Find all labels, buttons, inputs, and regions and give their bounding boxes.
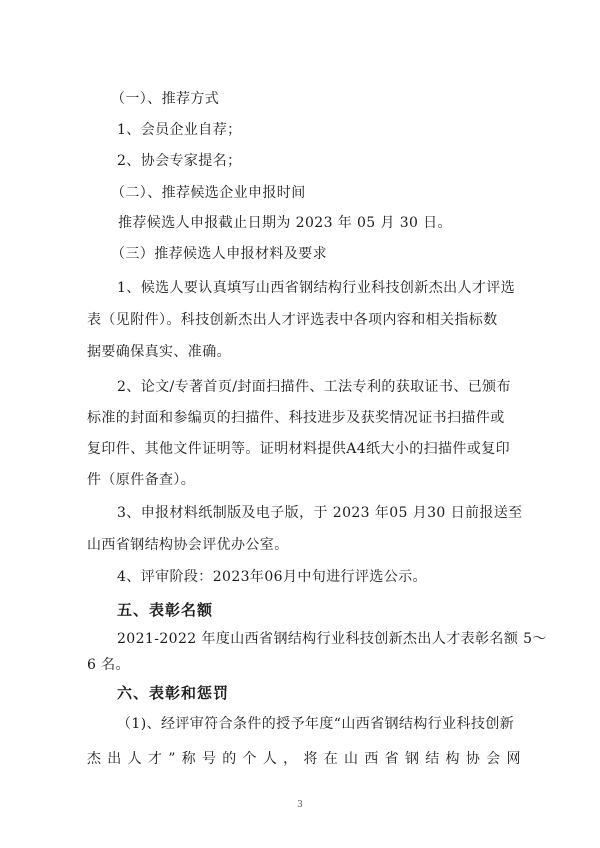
list-item-self-recommend: 1、会员企业自荐； (117, 122, 242, 138)
heading-awards-penalties: 六、表彰和惩罚 (117, 684, 230, 702)
paragraph-line: （1)、经评审符合条件的授予年度“山西省钢结构行业科技创新 (117, 716, 515, 732)
paragraph-line: 2、论文/专著首页/封面扫描件、工法专利的获取证书、已颁布 (117, 379, 511, 395)
section-materials: （三）推荐候选人申报材料及要求 (111, 246, 327, 262)
paragraph-line: 杰出人才”称号的个人，将在山西省钢结构协会网 (87, 751, 527, 767)
paragraph-line: 6 名。 (87, 657, 130, 673)
deadline-text: 推荐候选人申报截止日期为 2023 年 05 月 30 日。 (118, 215, 452, 231)
page-number: 3 (297, 800, 303, 810)
paragraph-line: 标准的封面和参编页的扫描件、科技进步及获奖情况证书扫描件或 (87, 410, 505, 426)
paragraph-line: 件（原件备查）。 (87, 472, 196, 488)
paragraph-line: 2021-2022 年度山西省钢结构行业科技创新杰出人才表彰名额 5～ (117, 631, 547, 647)
paragraph-line: 复印件、其他文件证明等。证明材料提供A4纸大小的扫描件或复印 (87, 441, 511, 457)
paragraph-line: 3、申报材料纸制版及电子版，于 2023 年05 月30 日前报送至 (117, 505, 523, 521)
paragraph-line: 1、候选人要认真填写山西省钢结构行业科技创新杰出人才评选 (117, 280, 516, 296)
heading-award-quota: 五、表彰名额 (117, 601, 214, 619)
review-stage-text: 4、评审阶段：2023年06月中旬进行评选公示。 (117, 569, 427, 585)
paragraph-line: 据要确保真实、准确。 (87, 344, 231, 360)
list-item-expert-nominate: 2、协会专家提名； (117, 153, 242, 169)
section-recommend-method: （一）、推荐方式 (111, 91, 220, 107)
paragraph-line: 表（见附件）。科技创新杰出人才评选表中各项内容和相关指标数 (87, 312, 498, 328)
paragraph-line: 山西省钢结构协会评优办公室。 (87, 537, 289, 553)
section-application-time: （二）、推荐候选企业申报时间 (111, 185, 306, 201)
